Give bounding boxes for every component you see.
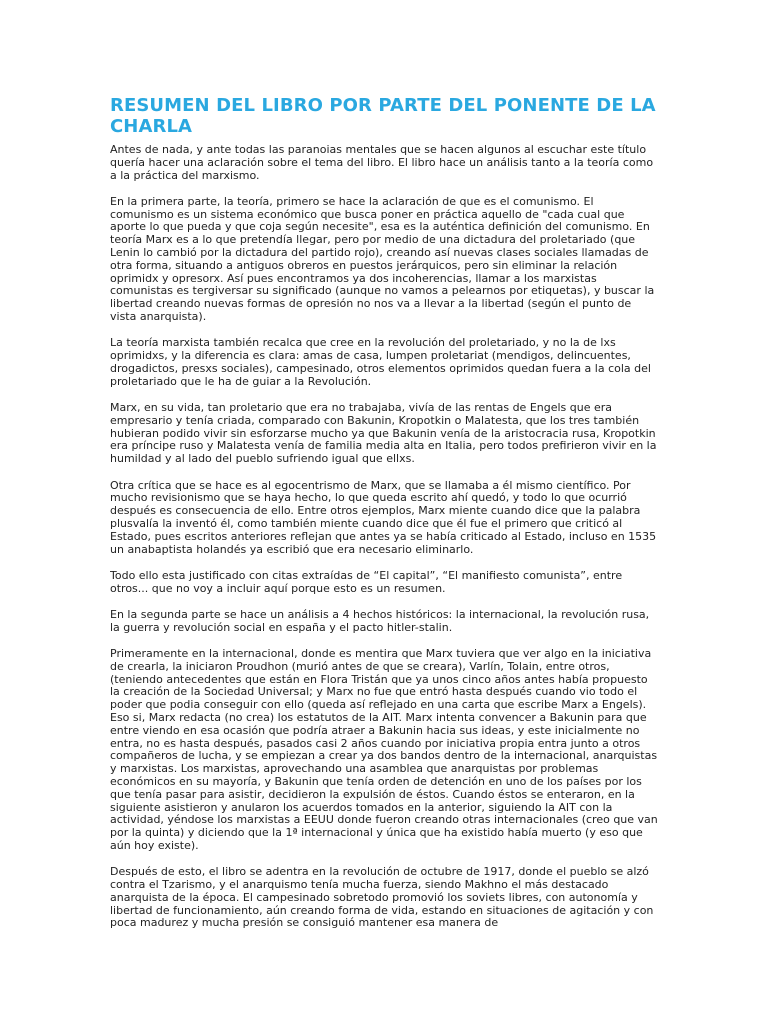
paragraph-proletariat: La teoría marxista también recalca que cree en la revolución del proletariado, y no la de lxs oprimidxs, y la diferencia es clara: amas de casa, lumpen proletariat (mendigos, delincuentes, drogadictos, presxs sociales), campesinado, otros elementos oprimidos quedan fuera a la cola del proletariado que le ha de guiar a la Revolución. — [110, 336, 651, 388]
paragraph-citations: Todo ello esta justificado con citas extraídas de “El capital”, “El manifiesto comunista”, entre otros... que no voy a incluir aquí porque esto es un resumen. — [110, 568, 623, 595]
document-title: RESUMEN DEL LIBRO POR PARTE DEL PONENTE DE LA CHARLA — [110, 95, 656, 137]
paragraph-intro: Antes de nada, y ante todas las paranoias mentales que se hacen algunos al escuchar este título quería hacer una aclaración sobre el tema del libro. El libro hace un análisis tanto a la teoría como a la práctica del marxismo. — [110, 143, 654, 182]
paragraph-second-part: En la segunda parte se hace un análisis a 4 hechos históricos: la internacional, la revolución rusa, la guerra y revolución social en españa y el pacto hitler-stalin. — [110, 607, 650, 634]
paragraph-theory: En la primera parte, la teoría, primero se hace la aclaración de que es el comunismo. El comunismo es un sistema económico que busca poner en práctica aquello de "cada cual que aporte lo que pueda y que coja según necesite", esa es la auténtica definición del comunismo. En teoría Marx es a lo que pretendía llegar, pero por medio de una dictadura del proletariado (que Lenin lo cambió por la dictadura del partido rojo), creando así nuevas clases sociales llamadas de otra forma, situando a antiguos obreros en puestos jerárquicos, pero sin eliminar la relación oprimidx y opresorx. Así pues encontramos ya dos incoherencias, llamar a los marxistas comunistas es tergiversar su significado (aunque no vamos a pelearnos por etiquetas), y buscar la libertad creando nuevas formas de opresión no nos va a llevar a la libertad (según el punto de vista anarquista). — [110, 194, 655, 324]
paragraph-egocentrism: Otra crítica que se hace es al egocentrismo de Marx, que se llamaba a él mismo científico. Por mucho revisionismo que se haya hecho, lo que queda escrito ahí quedó, y todo lo que ocurrió después es consecuencia de ello. Entre otros ejemplos, Marx miente cuando dice que la palabra plusvalía la inventó él, como también miente cuando dice que él fue el primero que criticó al Estado, pues escritos anteriores reflejan que antes ya se había criticado al Estado, incluso en 1535 un anabaptista holandés ya escribió que era necesario eliminarlo. — [110, 478, 657, 556]
paragraph-international: Primeramente en la internacional, donde es mentira que Marx tuviera que ver algo en la iniciativa de crearla, la iniciaron Proudhon (murió antes de que se creara), Varlín, Tolain, entre otros, (teniendo antecedentes que están en Flora Tristán que ya unos cinco años antes había propuesto la creación de la Sociedad Universal; y Marx no fue que entró hasta después cuando vio todo el poder que podia conseguir con ello (queda así reflejado en una carta que escribe Marx a Engels). Eso si, Marx redacta (no crea) los estatutos de la AIT. Marx intenta convencer a Bakunin para que entre viendo en esa ocasión que podría atraer a Bakunin hacia sus ideas, y este inicialmente no entra, no es hasta después, pasados casi 2 años cuando por iniciativa propia entra junto a otros compañeros de lucha, y se empiezan a crear ya dos bandos dentro de la internacional, anarquistas y marxistas. Los marxistas, aprovechando una asamblea que anarquistas por problemas económicos en su mayoría, y Bakunin que tenía orden de detención en uno de los países por los que tenía pasar para asistir, decidieron la expulsión de éstos. Cuando éstos se enteraron, en la siguiente asistieron y anularon los acuerdos tomados en la anterior, siguiendo la AIT con la actividad, yéndose los marxistas a EEUU donde fueron creando otras internacionales (creo que van por la quinta) y diciendo que la 1ª internacional y única que ha existido había muerto (y eso que aún hoy existe). — [110, 647, 658, 852]
paragraph-marx-life: Marx, en su vida, tan proletario que era no trabajaba, vivía de las rentas de Engels que era empresario y tenía criada, comparado con Bakunin, Kropotkin o Malatesta, que los tres también hubieran podido vivir sin esforzarse mucho ya que Bakunin venía de la aristocracia rusa, Kropotkin era príncipe ruso y Malatesta venía de familia media alta en Italia, pero todos prefirieron vivir en la humildad y al lado del pueblo sufriendo igual que ellxs. — [110, 401, 657, 466]
document-page — [110, 95, 658, 931]
paragraph-russian-revolution: Después de esto, el libro se adentra en la revolución de octubre de 1917, donde el pueblo se alzó contra el Tzarismo, y el anarquismo tenía mucha fuerza, siendo Makhno el más destacado anarquista de la época. El campesinado sobretodo promovió los soviets libres, con autonomía y libertad de funcionamiento, aún creando forma de vida, estando en situaciones de agitación y con poca madurez y mucha presión se consiguió mantener esa manera de — [110, 865, 654, 930]
